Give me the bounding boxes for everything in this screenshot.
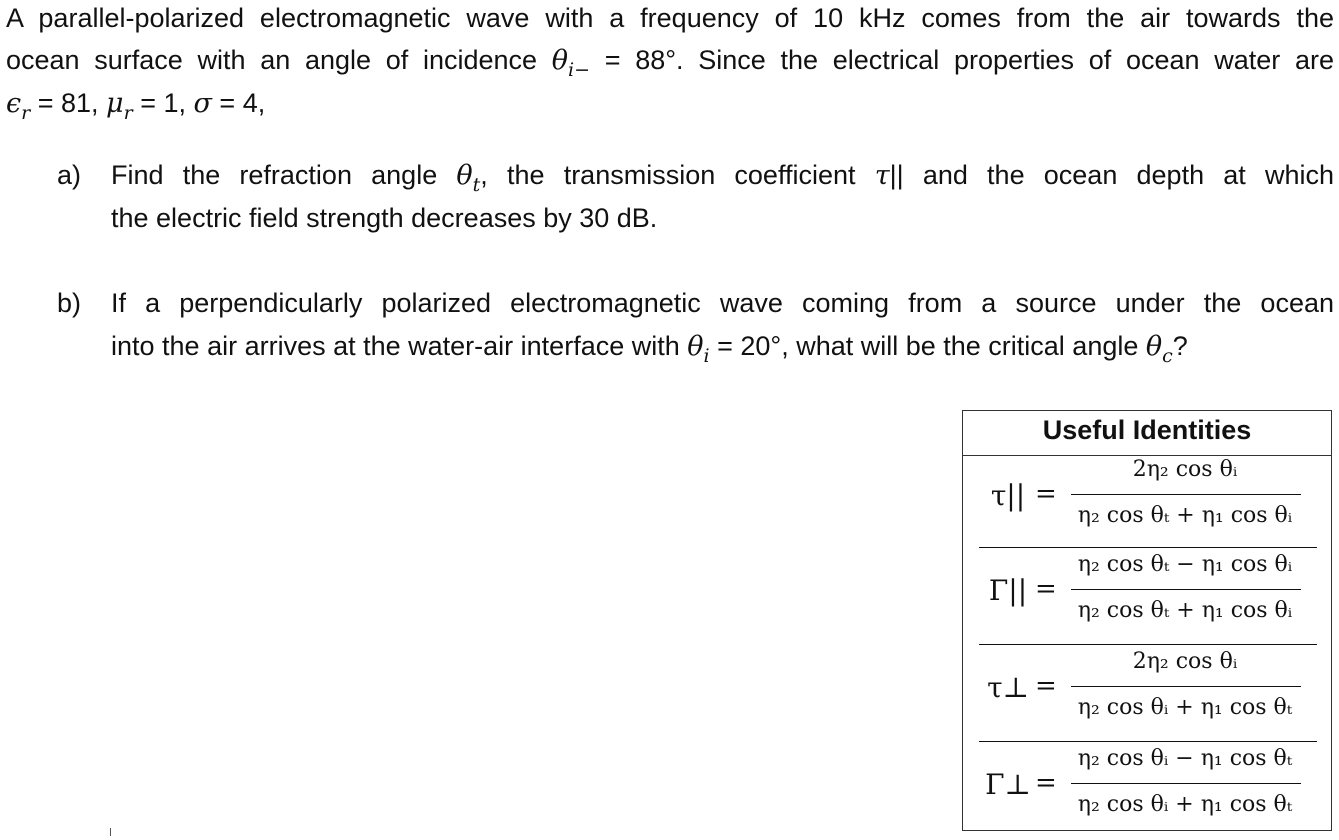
identity-denominator: η₂ cos θₜ + η₁ cos θᵢ bbox=[1077, 598, 1293, 623]
epsilon-symbol: ϵ bbox=[6, 88, 22, 119]
identity-lhs: τ⊥ bbox=[987, 671, 1029, 704]
part-b-line-2 bbox=[111, 330, 1334, 372]
problem-text-3c: = 4, bbox=[211, 88, 266, 118]
identity-numerator: 2η₂ cos θᵢ bbox=[1132, 649, 1238, 674]
part-a-text-1b: , the transmission coefficient bbox=[480, 160, 875, 190]
identity-separator bbox=[979, 741, 1317, 742]
theta-symbol: θ bbox=[551, 45, 569, 76]
text-cursor-mark bbox=[110, 828, 111, 836]
problem-line-2 bbox=[6, 44, 1334, 86]
part-b-text-2c: ? bbox=[1172, 331, 1188, 361]
fraction-bar bbox=[1071, 686, 1301, 687]
identity-gamma-parallel bbox=[963, 552, 1333, 646]
theta-t-subscript: t bbox=[472, 174, 481, 196]
mu-symbol: μ bbox=[106, 88, 124, 119]
theta-t-symbol: θ bbox=[456, 160, 473, 191]
equals-sign: = bbox=[1035, 479, 1057, 509]
problem-text-2a: ocean surface with an angle of incidence bbox=[6, 45, 552, 75]
problem-line-3 bbox=[6, 87, 1334, 129]
part-b-text-2b: = 20°, what will be the critical angle bbox=[709, 331, 1146, 361]
identity-lhs: τ|| bbox=[990, 479, 1026, 512]
part-b-label: b) bbox=[57, 288, 82, 318]
problem-text-2b: = 88°. Since the electrical properties of ocean water are bbox=[590, 45, 1334, 75]
part-b-text-2a: into the air arrives at the water-air interface with bbox=[111, 331, 688, 361]
part-a-text-1c: || and the ocean depth at which bbox=[889, 160, 1334, 190]
identity-numerator: η₂ cos θₜ − η₁ cos θᵢ bbox=[1077, 552, 1293, 577]
part-a-line-2: the electric field strength decreases by 30 dB. bbox=[111, 203, 658, 233]
problem-text-1: A parallel-polarized electromagnetic wave with a frequency of 10 kHz comes from the air towards the bbox=[6, 3, 1334, 33]
fraction-bar bbox=[1071, 589, 1301, 590]
theta-i-subscript: i bbox=[703, 345, 710, 367]
identity-separator bbox=[979, 547, 1317, 548]
part-b-line-1: If a perpendicularly polarized electromagnetic wave coming from a source under the ocean bbox=[111, 288, 1334, 318]
identity-lhs: Γ|| bbox=[988, 574, 1028, 607]
identity-denominator: η₂ cos θₜ + η₁ cos θᵢ bbox=[1077, 503, 1293, 528]
identity-separator bbox=[979, 644, 1317, 645]
equals-sign: = bbox=[1035, 768, 1057, 798]
title-divider bbox=[963, 455, 1331, 456]
problem-text-3b: = 1, bbox=[132, 88, 194, 118]
identity-numerator: 2η₂ cos θᵢ bbox=[1132, 457, 1238, 482]
theta-i-symbol: θ bbox=[687, 331, 704, 362]
sigma-symbol: σ bbox=[193, 88, 212, 119]
fraction-bar bbox=[1071, 494, 1301, 495]
part-a-text-1a: Find the refraction angle bbox=[111, 160, 457, 190]
identity-denominator: η₂ cos θᵢ + η₁ cos θₜ bbox=[1077, 695, 1293, 720]
identity-lhs: Γ⊥ bbox=[985, 768, 1031, 801]
theta-subscript: i− bbox=[568, 59, 591, 81]
theta-c-subscript: c bbox=[1162, 345, 1173, 367]
identity-numerator: η₂ cos θᵢ − η₁ cos θₜ bbox=[1077, 746, 1293, 771]
identities-box bbox=[962, 410, 1332, 831]
problem-line-1 bbox=[6, 2, 1334, 34]
epsilon-subscript: r bbox=[21, 102, 31, 124]
tau-symbol: τ bbox=[874, 160, 890, 191]
identity-denominator: η₂ cos θᵢ + η₁ cos θₜ bbox=[1077, 792, 1293, 817]
identity-gamma-perpendicular bbox=[963, 746, 1333, 840]
problem-text-3a: = 81, bbox=[30, 88, 107, 118]
theta-c-symbol: θ bbox=[1145, 331, 1163, 362]
part-a-line-1 bbox=[111, 159, 1334, 201]
identity-tau-parallel bbox=[963, 457, 1333, 551]
equals-sign: = bbox=[1035, 574, 1057, 604]
mu-subscript: r bbox=[123, 102, 133, 124]
identity-tau-perpendicular bbox=[963, 649, 1333, 743]
fraction-bar bbox=[1071, 783, 1301, 784]
equals-sign: = bbox=[1035, 671, 1057, 701]
part-a-label: a) bbox=[57, 160, 82, 190]
identities-title: Useful Identities bbox=[1042, 415, 1252, 445]
